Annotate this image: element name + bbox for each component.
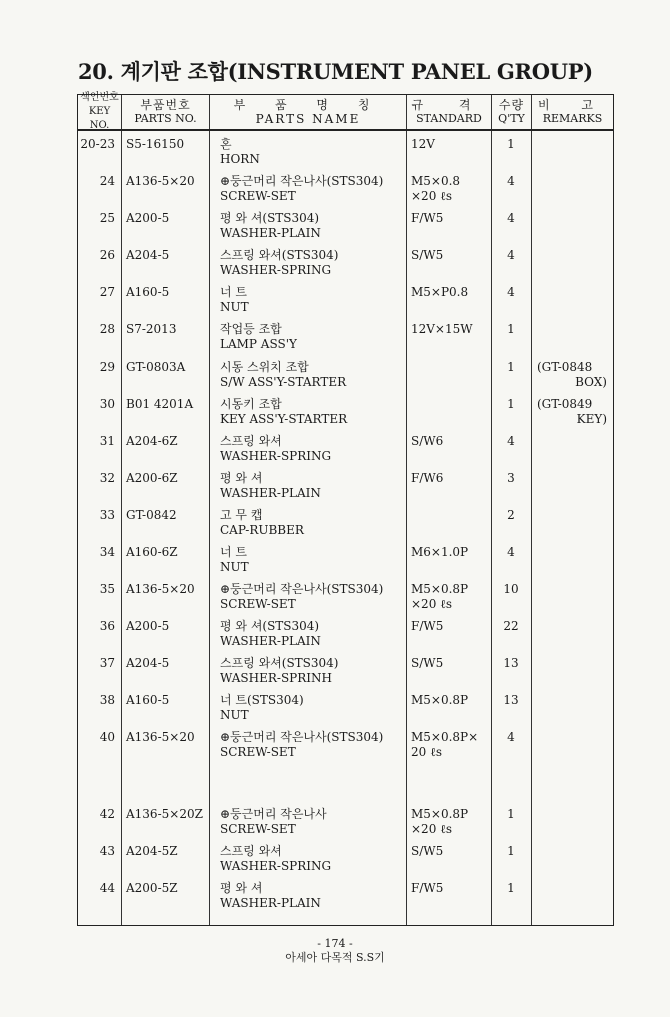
- parts-no-cell: A200-5Z: [126, 881, 178, 895]
- header-divider: [78, 129, 613, 131]
- qty-cell: 4: [507, 434, 515, 448]
- header-remarks: [532, 95, 613, 129]
- qty-cell: 3: [507, 471, 515, 485]
- standard-cell: [411, 656, 443, 671]
- parts-name-ko: ⊕둥근머리 작은나사: [220, 807, 327, 821]
- parts-name-cell: [220, 434, 331, 464]
- header-remarks-en: REMARKS: [542, 112, 603, 125]
- parts-name-en: WASHER-SPRING: [220, 449, 332, 463]
- standard-cell: [411, 730, 478, 760]
- key-no-cell: 30: [99, 397, 115, 411]
- key-no-cell: 44: [99, 881, 115, 895]
- standard-line: S/W6: [411, 434, 444, 448]
- parts-name-cell: [220, 545, 249, 575]
- standard-cell: [411, 881, 443, 896]
- qty-cell: 13: [503, 693, 519, 707]
- parts-no-cell: A136-5×20: [126, 582, 195, 596]
- standard-line: S/W5: [411, 656, 444, 670]
- standard-cell: [411, 693, 468, 708]
- parts-name-en: WASHER-PLAIN: [220, 486, 321, 500]
- parts-name-ko: 작업등 조합: [220, 322, 282, 336]
- parts-name-cell: [220, 397, 347, 427]
- qty-cell: 1: [507, 360, 515, 374]
- parts-name-ko: 스프링 와셔: [220, 434, 282, 448]
- column-divider: [121, 95, 122, 925]
- qty-cell: 4: [507, 211, 515, 225]
- parts-no-cell: A204-6Z: [126, 434, 178, 448]
- standard-line: M5×0.8P: [411, 693, 469, 707]
- header-parts-no-ko: 부품번호: [140, 98, 191, 112]
- column-divider: [209, 95, 210, 925]
- key-no-cell: 42: [99, 807, 115, 821]
- standard-line: 20 ℓs: [411, 745, 442, 759]
- parts-no-cell: A160-5: [126, 693, 170, 707]
- standard-line: M5×0.8P: [411, 807, 469, 821]
- header-parts-no: [122, 95, 209, 129]
- qty-cell: 13: [503, 656, 519, 670]
- key-no-cell: 20-23: [80, 137, 115, 151]
- parts-name-ko: 너 트: [220, 285, 247, 299]
- parts-no-cell: S7-2013: [126, 322, 177, 336]
- standard-cell: [411, 285, 468, 300]
- parts-name-cell: [220, 174, 383, 204]
- standard-cell: [411, 582, 468, 612]
- parts-no-cell: A204-5Z: [126, 844, 178, 858]
- standard-line: 12V×15W: [411, 322, 473, 336]
- standard-line: F/W6: [411, 471, 444, 485]
- standard-cell: [411, 434, 443, 449]
- parts-name-en: WASHER-PLAIN: [220, 896, 321, 910]
- standard-line: ×20 ℓs: [411, 189, 453, 203]
- parts-name-ko: ⊕둥근머리 작은나사(STS304): [220, 582, 384, 596]
- standard-cell: [411, 545, 468, 560]
- remarks-line: (GT-0849: [537, 397, 593, 411]
- parts-name-ko: 너 트: [220, 545, 247, 559]
- parts-name-en: NUT: [220, 300, 249, 314]
- parts-name-ko: 시동 스위치 조합: [220, 360, 309, 374]
- standard-cell: [411, 174, 460, 204]
- parts-no-cell: A136-5×20Z: [126, 807, 203, 821]
- parts-name-cell: [220, 285, 249, 315]
- standard-line: F/W5: [411, 881, 444, 895]
- qty-cell: 4: [507, 248, 515, 262]
- header-qty-ko: 수량: [498, 98, 525, 112]
- parts-name-en: WASHER-PLAIN: [220, 634, 321, 648]
- parts-no-cell: GT-0803A: [126, 360, 186, 374]
- standard-line: M6×1.0P: [411, 545, 469, 559]
- standard-cell: [411, 619, 443, 634]
- standard-line: M5×0.8: [411, 174, 461, 188]
- parts-no-cell: A160-6Z: [126, 545, 178, 559]
- parts-no-cell: B01 4201A: [126, 397, 194, 411]
- page-title: 20. 계기판 조합(INSTRUMENT PANEL GROUP): [78, 59, 593, 84]
- parts-name-ko: 스프링 와셔(STS304): [220, 248, 339, 262]
- parts-name-ko: 혼: [220, 137, 232, 151]
- parts-no-cell: A204-5: [126, 656, 170, 670]
- standard-cell: [411, 807, 468, 837]
- standard-line: 12V: [411, 137, 435, 151]
- qty-cell: 1: [507, 397, 515, 411]
- header-key-en: KEY NO.: [88, 106, 111, 131]
- key-no-cell: 31: [99, 434, 115, 448]
- standard-line: ×20 ℓs: [411, 597, 453, 611]
- qty-cell: 4: [507, 730, 515, 744]
- key-no-cell: 36: [99, 619, 115, 633]
- parts-no-cell: S5-16150: [126, 137, 185, 151]
- parts-name-en: S/W ASS'Y-STARTER: [220, 375, 347, 389]
- parts-no-cell: A136-5×20: [126, 174, 195, 188]
- parts-name-cell: [220, 656, 339, 686]
- standard-cell: [411, 211, 443, 226]
- qty-cell: 22: [503, 619, 519, 633]
- header-qty-en: Q'TY: [498, 112, 525, 125]
- remarks-cell: [537, 360, 607, 390]
- parts-table: [77, 94, 614, 926]
- remarks-line: KEY): [576, 412, 607, 426]
- parts-name-en: SCREW-SET: [220, 597, 296, 611]
- header-parts-name: [210, 95, 406, 129]
- key-no-cell: 33: [99, 508, 115, 522]
- parts-name-ko: 평 와 셔(STS304): [220, 211, 320, 225]
- parts-name-cell: [220, 582, 383, 612]
- standard-line: F/W5: [411, 619, 444, 633]
- standard-line: F/W5: [411, 211, 444, 225]
- standard-line: ×20 ℓs: [411, 822, 453, 836]
- parts-name-ko: 고 무 캡: [220, 508, 263, 522]
- parts-name-en: WASHER-SPRING: [220, 859, 332, 873]
- parts-name-ko: 평 와 셔: [220, 881, 263, 895]
- key-no-cell: 28: [99, 322, 115, 336]
- standard-line: M5×P0.8: [411, 285, 469, 299]
- parts-name-cell: [220, 844, 331, 874]
- standard-line: S/W5: [411, 844, 444, 858]
- standard-cell: [411, 248, 443, 263]
- remarks-cell: [537, 397, 607, 427]
- header-standard: [407, 95, 491, 129]
- page-number: - 174 -: [317, 937, 353, 950]
- standard-line: M5×0.8P×: [411, 730, 479, 744]
- standard-cell: [411, 844, 443, 859]
- qty-cell: 1: [507, 844, 515, 858]
- parts-name-cell: [220, 322, 297, 352]
- qty-cell: 1: [507, 881, 515, 895]
- key-no-cell: 24: [99, 174, 115, 188]
- qty-cell: 2: [507, 508, 515, 522]
- header-key-ko: 색인번호: [80, 92, 119, 103]
- parts-name-cell: [220, 881, 321, 911]
- parts-no-cell: A136-5×20: [126, 730, 195, 744]
- parts-name-cell: [220, 360, 346, 390]
- parts-name-cell: [220, 807, 327, 837]
- key-no-cell: 27: [99, 285, 115, 299]
- parts-name-ko: 스프링 와셔(STS304): [220, 656, 339, 670]
- parts-name-cell: [220, 471, 321, 501]
- parts-no-cell: A204-5: [126, 248, 170, 262]
- parts-name-en: NUT: [220, 708, 249, 722]
- parts-name-en: WASHER-SPRING: [220, 263, 332, 277]
- key-no-cell: 43: [99, 844, 115, 858]
- parts-name-cell: [220, 693, 304, 723]
- parts-name-cell: [220, 619, 321, 649]
- header-remarks-ko: 비 고: [538, 98, 607, 112]
- parts-name-ko: ⊕둥근머리 작은나사(STS304): [220, 730, 384, 744]
- standard-cell: [411, 322, 473, 337]
- parts-name-cell: [220, 730, 383, 760]
- parts-name-ko: ⊕둥근머리 작은나사(STS304): [220, 174, 384, 188]
- footer-text: 아세아 다목적 S.S기: [285, 951, 385, 964]
- key-no-cell: 32: [99, 471, 115, 485]
- qty-cell: 4: [507, 285, 515, 299]
- header-key-no: [78, 92, 121, 131]
- column-divider: [531, 95, 532, 925]
- header-parts-name-en: PARTS NAME: [255, 112, 361, 126]
- parts-name-cell: [220, 137, 260, 167]
- qty-cell: 1: [507, 137, 515, 151]
- standard-line: M5×0.8P: [411, 582, 469, 596]
- qty-cell: 4: [507, 545, 515, 559]
- parts-name-cell: [220, 248, 339, 278]
- standard-cell: [411, 471, 443, 486]
- parts-name-en: KEY ASS'Y-STARTER: [220, 412, 348, 426]
- parts-no-cell: A200-5: [126, 619, 170, 633]
- parts-name-en: SCREW-SET: [220, 189, 296, 203]
- header-parts-no-en: PARTS NO.: [134, 112, 197, 125]
- key-no-cell: 25: [99, 211, 115, 225]
- parts-name-en: HORN: [220, 152, 260, 166]
- key-no-cell: 26: [99, 248, 115, 262]
- parts-name-ko: 평 와 셔: [220, 471, 263, 485]
- header-qty: [492, 95, 531, 129]
- key-no-cell: 34: [99, 545, 115, 559]
- qty-cell: 1: [507, 322, 515, 336]
- parts-name-cell: [220, 508, 304, 538]
- parts-no-cell: A200-5: [126, 211, 170, 225]
- parts-no-cell: A160-5: [126, 285, 170, 299]
- parts-name-en: NUT: [220, 560, 249, 574]
- key-no-cell: 37: [99, 656, 115, 670]
- standard-cell: [411, 137, 435, 152]
- key-no-cell: 29: [99, 360, 115, 374]
- remarks-line: (GT-0848: [537, 360, 593, 374]
- parts-name-en: WASHER-SPRINH: [220, 671, 332, 685]
- key-no-cell: 38: [99, 693, 115, 707]
- header-standard-en: STANDARD: [416, 112, 482, 125]
- key-no-cell: 40: [99, 730, 115, 744]
- parts-name-cell: [220, 211, 321, 241]
- parts-name-en: WASHER-PLAIN: [220, 226, 321, 240]
- parts-no-cell: A200-6Z: [126, 471, 178, 485]
- standard-line: S/W5: [411, 248, 444, 262]
- parts-name-ko: 평 와 셔(STS304): [220, 619, 320, 633]
- qty-cell: 1: [507, 807, 515, 821]
- parts-name-en: LAMP ASS'Y: [220, 337, 297, 351]
- key-no-cell: 35: [99, 582, 115, 596]
- parts-name-en: CAP-RUBBER: [220, 523, 304, 537]
- qty-cell: 10: [503, 582, 519, 596]
- parts-name-ko: 스프링 와셔: [220, 844, 282, 858]
- remarks-line: BOX): [575, 375, 607, 389]
- header-standard-ko: 규 격: [411, 98, 487, 112]
- parts-name-en: SCREW-SET: [220, 745, 296, 759]
- header-parts-name-ko: 부 품 명 칭: [233, 98, 383, 112]
- parts-name-en: SCREW-SET: [220, 822, 296, 836]
- column-divider: [406, 95, 407, 925]
- parts-no-cell: GT-0842: [126, 508, 177, 522]
- qty-cell: 4: [507, 174, 515, 188]
- parts-name-ko: 시동키 조합: [220, 397, 282, 411]
- parts-name-ko: 너 트(STS304): [220, 693, 304, 707]
